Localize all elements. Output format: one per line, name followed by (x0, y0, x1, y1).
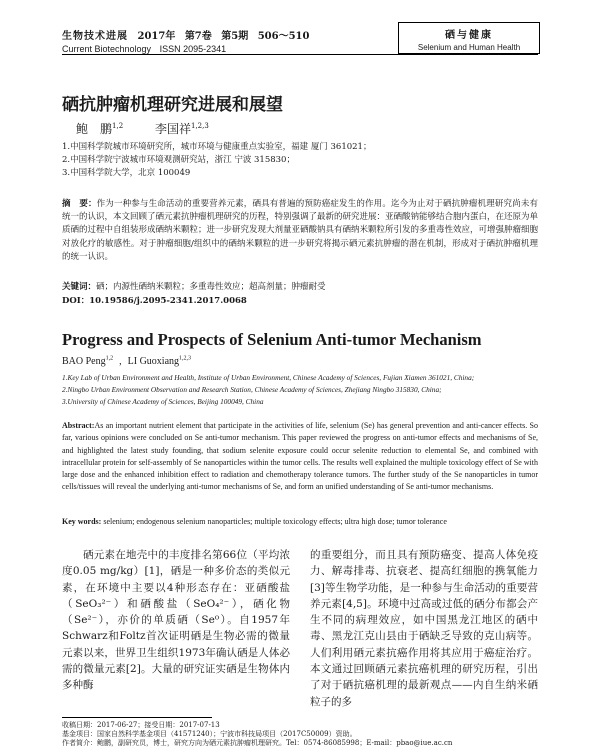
journal-en-line (62, 44, 392, 54)
column-badge (398, 22, 540, 54)
article-title-en: Progress and Prospects of Selenium Anti-tumor Mechanism (62, 330, 482, 349)
author-cn: 李国祥$^{1,2,3}$ (154, 122, 209, 136)
abstract-label-en: Abstract: (62, 421, 95, 430)
journal-year: 2017年 (137, 31, 176, 42)
affiliation-en: 2.Ningbo Urban Environment Observation and Research Station, Chinese Academy of Sciences, Zhejiang Ningbo 315830, China; (62, 385, 442, 394)
footnote (62, 721, 538, 748)
author-en: BAO Peng$^{1,2}$ (62, 356, 114, 368)
keywords-cn (62, 280, 538, 292)
affiliations-en (62, 372, 538, 408)
abstract-text-cn: 作为一种参与生命活动的重要营养元素，硒具有普遍的预防癌症发生的作用。迄今为止对于硒抗肿瘤机理研究尚未有统一的认识，本文回顾了硒元素抗肿瘤机理研究的历程，特别强调了最新的研究进展：亚硒酸钠能够结合胞内蛋白，在还原为单质硒的过程中自组装形成硒纳米颗粒；进一步研究发现大剂量亚硒酸钠具有硒纳米颗粒所引发的多重毒性效应，可增强肿瘤细胞对放化疗的敏感性。对于肿瘤细胞/组织中的硒纳米颗粒的进一步研究将揭示硒元素抗肿瘤的潜在机制，形成对于硒抗肿瘤机理的统一认识。 (62, 199, 539, 262)
journal-issue: 第5期 (221, 31, 249, 42)
footnote-author-bio: 作者简介：鲍鹏，副研究员，博士，研究方向为硒元素抗肿瘤机理研究。Tel：0574-86085998；E-mail：pbao@iue.ac.cn (62, 739, 453, 747)
abstract-label-cn: 摘 要： (62, 199, 97, 209)
body-column-left (62, 547, 290, 694)
column-name-en: Selenium and Human Health (417, 43, 521, 52)
affiliation-cn: 3.中国科学院大学，北京 100049 (62, 168, 191, 178)
author-cn: 鲍 鹏$^{1,2}$ (76, 122, 124, 136)
journal-name-en: Current Biotechnology (62, 44, 152, 54)
authors-en: BAO Peng$^{1,2}$ , LI Guoxiang$^{1,2,3}$ (62, 356, 192, 368)
journal-citation-line (62, 27, 392, 42)
journal-pages: 506～510 (257, 31, 310, 42)
footnote-divider (62, 717, 212, 718)
affiliation-en: 1.Key Lab of Urban Environment and Health, Institute of Urban Environment, Chinese Academy of Sciences, Fujian Xiamen 361021, China; (62, 373, 475, 382)
journal-name-cn: 生物技术进展 (62, 31, 128, 42)
keywords-en (62, 517, 538, 526)
keywords-label-cn: 关键词： (62, 282, 97, 292)
footnote-funding: 基金项目：国家自然科学基金项目（41571240）；宁波市科技局项目（2017C50009）资助。 (62, 730, 357, 738)
footnote-received: 收稿日期：2017-06-27；接受日期：2017-07-13 (62, 721, 220, 729)
journal-issn: ISSN 2095-2341 (159, 44, 227, 54)
keywords-label-en: Key words: (62, 517, 102, 526)
keywords-text-en: selenium; endogenous selenium nanoparticles; multiple toxicology effects; ultra high dose; tumor tolerance (103, 517, 447, 526)
body-paragraph: 硒元素在地壳中的丰度排名第66位（平均浓度0.05 mg/kg）[1]，硒是一种多价态的类似元素，在环境中主要以4种形态存在：亚硒酸盐（SeO₃²⁻）和硒酸盐（SeO₄²⁻），硒化物（Se²⁻），亦价的单质硒（Se⁰）。自1957年Schwarz和Foltz首次证明硒是生物必需的微量元素以来，世界卫生组织1973年确认硒是人体必需的微量元素[2]。大量的研究证实硒是生物体内多种酶 (62, 549, 290, 692)
journal-volume: 第7卷 (184, 31, 212, 42)
journal-header (62, 27, 392, 54)
doi: DOI：10.19586/j.2095-2341.2017.0068 (62, 296, 247, 306)
abstract-text-en: As an important nutrient element that participate in the activities of life, selenium (Se) has general prevention and anti-cancer effects. So far, various opinions were concluded on Se anti-tumor mechanism. This paper reviewed the progress on anti-tumor effects and mechanisms of Se, and highlighted the latest study founding, that sodium selenite exposure could occur selenite reduction to elemental Se, and combined with intracellular protein for self-assembly of Se nanoparticles within the tumor cells. The results well explained the multiple toxicology effect of Se with large dose and the enhanced inhibition effect to radiation and chemotherapy tolerance tumors. The further study of the Se nanoparticles in tumor cells/tissues will reveal the underlying anti-tumor mechanisms of Se, and form an unified understanding of Se anti-tumor mechanisms. (62, 421, 538, 492)
affiliation-cn: 2.中国科学院宁波城市环境观测研究站，浙江 宁波 315830； (62, 155, 295, 165)
abstract-cn (62, 198, 538, 264)
author-en: LI Guoxiang$^{1,2,3}$ (127, 356, 192, 368)
affiliation-cn: 1.中国科学院城市环境研究所，城市环境与健康重点实验室，福建 厦门 361021； (62, 142, 372, 152)
affiliations-cn (62, 141, 522, 180)
header-divider (62, 54, 538, 55)
authors-cn (76, 120, 237, 137)
body-paragraph: 的重要组分，而且具有预防癌变、提高人体免疫力、解毒排毒、抗衰老、提高红细胞的携氧能力[3]等生物学功能，是一种参与生命活动的重要营养元素[4,5]。环境中过高或过低的硒分布都会产生不同的病理效应，如中国黑龙江地区的硒中毒、黑龙江克山县由于硒缺乏导致的克山病等。人们利用硒元素抗癌作用将其应用于癌症治疗。本文通过回顾硒元素抗癌机理的研究历程，引出了对于硒抗癌机理的最新观点——内自生纳米硒粒子的多 (310, 549, 538, 708)
article-title-cn: 硒抗肿瘤机理研究进展和展望 (62, 95, 283, 115)
affiliation-en: 3.University of Chinese Academy of Sciences, Beijing 100049, China (62, 397, 264, 406)
abstract-en (62, 420, 538, 494)
body-column-right (310, 547, 538, 710)
column-name-cn: 硒与健康 (445, 30, 493, 41)
keywords-text-cn: 硒；内源性硒纳米颗粒；多重毒性效应；超高剂量；肿瘤耐受 (96, 282, 326, 292)
